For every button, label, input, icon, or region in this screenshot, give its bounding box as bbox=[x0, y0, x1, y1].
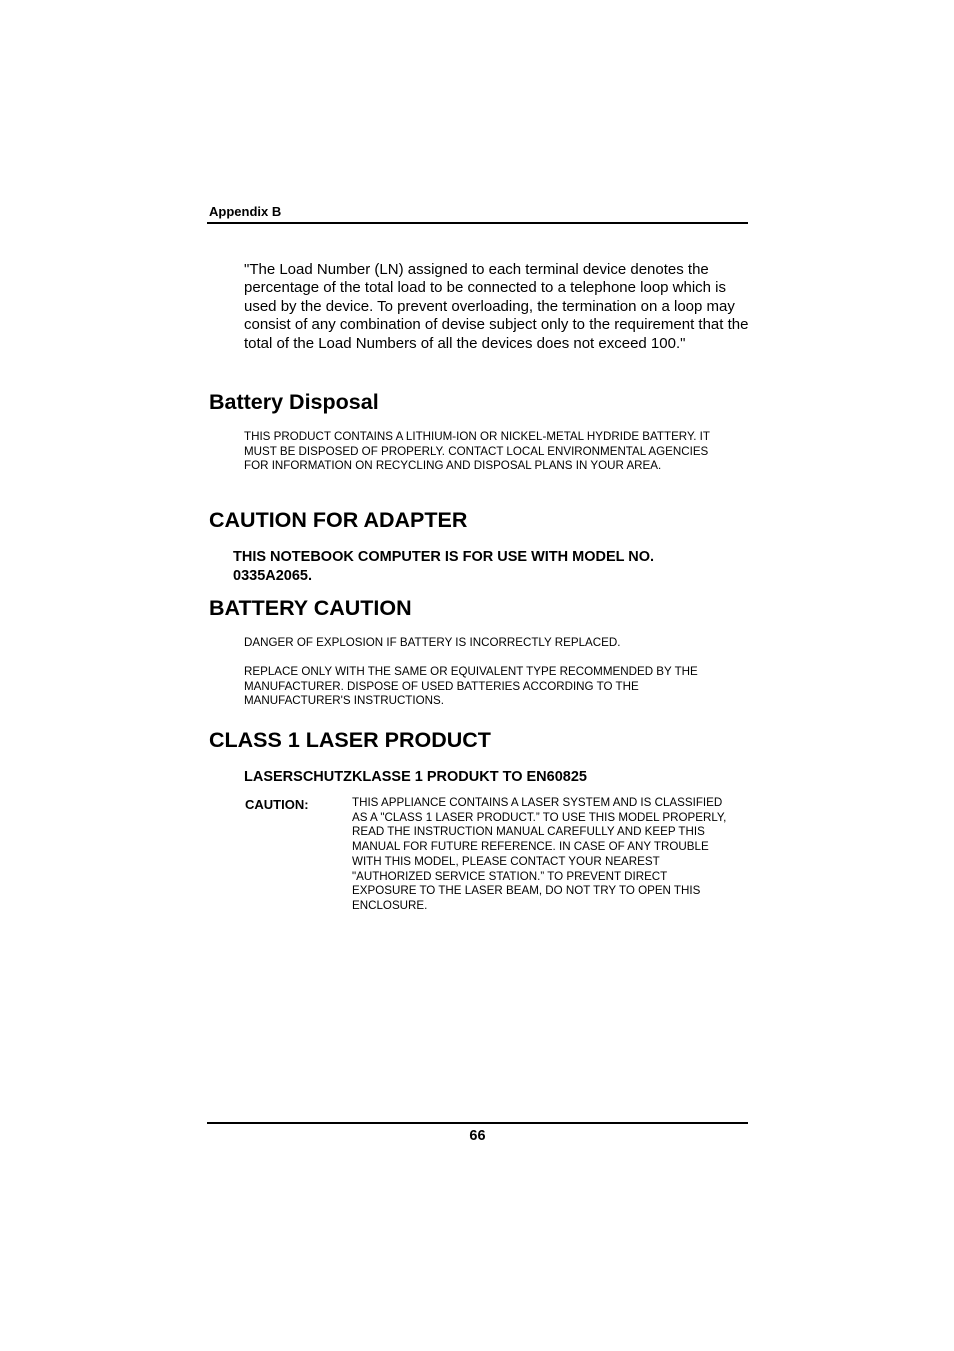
laser-subheading: LASERSCHUTZKLASSE 1 PRODUKT TO EN60825 bbox=[244, 769, 587, 785]
laser-product-heading: CLASS 1 LASER PRODUCT bbox=[209, 728, 491, 752]
battery-caution-paragraph-1: DANGER OF EXPLOSION IF BATTERY IS INCORRECTLY REPLACED. bbox=[244, 636, 621, 649]
battery-disposal-heading: Battery Disposal bbox=[209, 390, 379, 414]
laser-caution-text: THIS APPLIANCE CONTAINS A LASER SYSTEM AND IS CLASSIFIED AS A "CLASS 1 LASER PRODUCT.” TO USE THIS MODEL PROPERLY, READ THE INSTRUCTION MANUAL CAREFULLY AND KEEP THIS MANUAL FOR FUTURE REFERENCE. IN CASE OF ANY TROUBLE WITH THIS MODEL, PLEASE CONTACT YOUR NEAREST "AUTHORIZED SERVICE STATION.” TO PREVENT DIRECT EXPOSURE TO THE LASER BEAM, DO NOT TRY TO OPEN THIS ENCLOSURE. bbox=[352, 796, 727, 912]
header-rule bbox=[207, 222, 748, 224]
battery-caution-heading: BATTERY CAUTION bbox=[209, 596, 412, 620]
caution-adapter-heading: CAUTION FOR ADAPTER bbox=[209, 508, 468, 532]
battery-caution-paragraph-2: REPLACE ONLY WITH THE SAME OR EQUIVALENT TYPE RECOMMENDED BY THE MANUFACTURER. DISPOSE OF USED BATTERIES ACCORDING TO THE MANUFACTURER'S INSTRUCTIONS. bbox=[244, 665, 698, 708]
caution-adapter-text: THIS NOTEBOOK COMPUTER IS FOR USE WITH MODEL NO. 0335A2065. bbox=[233, 549, 655, 584]
battery-disposal-text: THIS PRODUCT CONTAINS A LITHIUM-ION OR NICKEL-METAL HYDRIDE BATTERY. IT MUST BE DISPOSED OF PROPERLY. CONTACT LOCAL ENVIRONMENTAL AGENCIES FOR INFORMATION ON RECYCLING AND DISPOSAL PLANS IN YOUR AREA. bbox=[244, 430, 710, 473]
running-header: Appendix B bbox=[209, 204, 282, 219]
footer-rule bbox=[207, 1122, 748, 1124]
page-number: 66 bbox=[469, 1128, 486, 1144]
caution-label: CAUTION: bbox=[245, 797, 309, 812]
load-number-paragraph: "The Load Number (LN) assigned to each terminal device denotes the percentage of the total load to be connected to a telephone loop which is used by the device. To prevent overloading, the termination on a loop may consist of any combination of devise subject only to the requirement that the total of the Load Numbers of all the devices does not exceed 100." bbox=[244, 261, 749, 352]
